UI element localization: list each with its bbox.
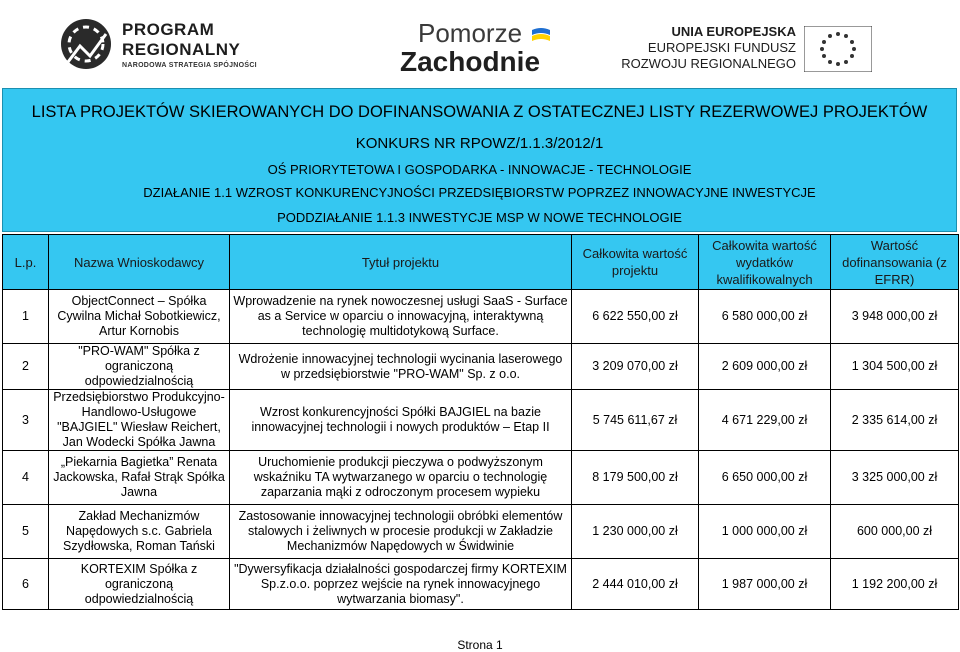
logo-pomorze-zachodnie [400,16,560,76]
col-header-lp: L.p. [3,235,49,290]
logo-left-line3: NARODOWA STRATEGIA SPÓJNOŚCI [122,62,257,69]
cell-eligible: 4 671 229,00 zł [699,390,831,451]
logo-unia-europejska [612,24,872,76]
cell-applicant: Zakład Mechanizmów Napędowych s.c. Gabriela Szydłowska, Roman Tański [49,505,230,559]
projects-table [2,234,959,610]
cell-project-title: Wzrost konkurencyjności Spółki BAJGIEL na bazie innowacyjnej technologii i nowych produktów – Etap II [230,390,572,451]
cell-eligible: 6 650 000,00 zł [699,451,831,505]
eu-flag-icon [804,26,872,72]
page-title: LISTA PROJEKTÓW SKIEROWANYCH DO DOFINANSOWANIA Z OSTATECZNEJ LISTY REZERWOWEJ PROJEKTÓW [31,103,928,121]
logo-mid-line1: Pomorze [418,18,523,48]
logo-right-line1: UNIA EUROPEJSKA [671,24,796,39]
cell-applicant: KORTEXIM Spółka z ograniczoną odpowiedzialnością [49,559,230,610]
cell-lp: 3 [3,390,49,451]
measure: DZIAŁANIE 1.1 WZROST KONKURENCYJNOŚCI PRZEDSIĘBIORSTW POPRZEZ INNOWACYJNE INWESTYCJE [143,185,816,200]
logo-left-line1: PROGRAM [122,20,215,39]
cell-lp: 5 [3,505,49,559]
program-regionalny-emblem-icon [60,16,114,72]
cell-cofin: 1 304 500,00 zł [831,344,959,390]
table-row [3,344,959,390]
cell-cofin: 2 335 614,00 zł [831,390,959,451]
table-row [3,505,959,559]
logo-left-line2: REGIONALNY [122,40,241,59]
cell-cofin: 600 000,00 zł [831,505,959,559]
cell-project-title: Uruchomienie produkcji pieczywa o podwyższonym wskaźniku TA wytwarzanego w oparciu o technologię zaparzania mąki z odroczonym procesem wypieku [230,451,572,505]
cell-eligible: 1 987 000,00 zł [699,559,831,610]
cell-eligible: 2 609 000,00 zł [699,344,831,390]
table-row [3,451,959,505]
table-row [3,290,959,344]
table-row [3,559,959,610]
cell-applicant: ObjectConnect – Spółka Cywilna Michał Sobotkiewicz, Artur Kornobis [49,290,230,344]
cell-lp: 4 [3,451,49,505]
konkurs-number: KONKURS NR RPOWZ/1.1.3/2012/1 [355,135,604,152]
cell-total: 6 622 550,00 zł [572,290,699,344]
cell-applicant: „Piekarnia Bagietka” Renata Jackowska, Rafał Strąk Spółka Jawna [49,451,230,505]
page-number: Strona 1 [457,638,503,652]
priority-axis: OŚ PRIORYTETOWA I GOSPODARKA - INNOWACJE - TECHNOLOGIE [267,162,692,177]
cell-cofin: 1 192 200,00 zł [831,559,959,610]
cell-total: 8 179 500,00 zł [572,451,699,505]
cell-lp: 2 [3,344,49,390]
sub-measure: PODDZIAŁANIE 1.1.3 INWESTYCJE MSP W NOWE TECHNOLOGIE [277,210,682,225]
cell-total: 3 209 070,00 zł [572,344,699,390]
cell-cofin: 3 325 000,00 zł [831,451,959,505]
table-header-row [3,235,959,290]
col-header-total: Całkowita wartość projektu [572,235,699,290]
cell-eligible: 6 580 000,00 zł [699,290,831,344]
pomorze-flag-icon [530,26,552,44]
col-header-title: Tytuł projektu [230,235,572,290]
cell-cofin: 3 948 000,00 zł [831,290,959,344]
logo-program-regionalny [60,16,270,76]
logo-right-line3: ROZWOJU REGIONALNEGO [621,56,796,71]
table-row [3,390,959,451]
cell-project-title: Zastosowanie innowacyjnej technologii obróbki elementów stalowych i żeliwnych w procesie produkcji w Zakładzie Mechanizmów Napędowych w Świdwinie [230,505,572,559]
logo-mid-line2: Zachodnie [400,46,541,77]
cell-lp: 1 [3,290,49,344]
header-banner [2,88,957,232]
col-header-cofin: Wartość dofinansowania (z EFRR) [831,235,959,290]
col-header-eligible: Całkowita wartość wydatków kwalifikowalnych [699,235,831,290]
cell-project-title: Wdrożenie innowacyjnej technologii wycinania laserowego w przedsiębiorstwie "PRO-WAM" Sp. z o.o. [230,344,572,390]
cell-total: 5 745 611,67 zł [572,390,699,451]
col-header-name: Nazwa Wnioskodawcy [49,235,230,290]
cell-project-title: "Dywersyfikacja działalności gospodarczej firmy KORTEXIM Sp.z.o.o. poprzez wejście na rynek innowacyjnego wytwarzania biomasy". [230,559,572,610]
cell-total: 1 230 000,00 zł [572,505,699,559]
logo-right-line2: EUROPEJSKI FUNDUSZ [647,40,796,55]
cell-lp: 6 [3,559,49,610]
cell-applicant: "PRO-WAM" Spółka z ograniczoną odpowiedzialnością [49,344,230,390]
cell-eligible: 1 000 000,00 zł [699,505,831,559]
cell-applicant: Przedsiębiorstwo Produkcyjno-Handlowo-Usługowe "BAJGIEL" Wiesław Reichert, Jan Wodecki Spółka Jawna [49,390,230,451]
cell-project-title: Wprowadzenie na rynek nowoczesnej usługi SaaS - Surface as a Service w oparciu o innowacyjną, interaktywną technologię multidotykową Surface. [230,290,572,344]
cell-total: 2 444 010,00 zł [572,559,699,610]
